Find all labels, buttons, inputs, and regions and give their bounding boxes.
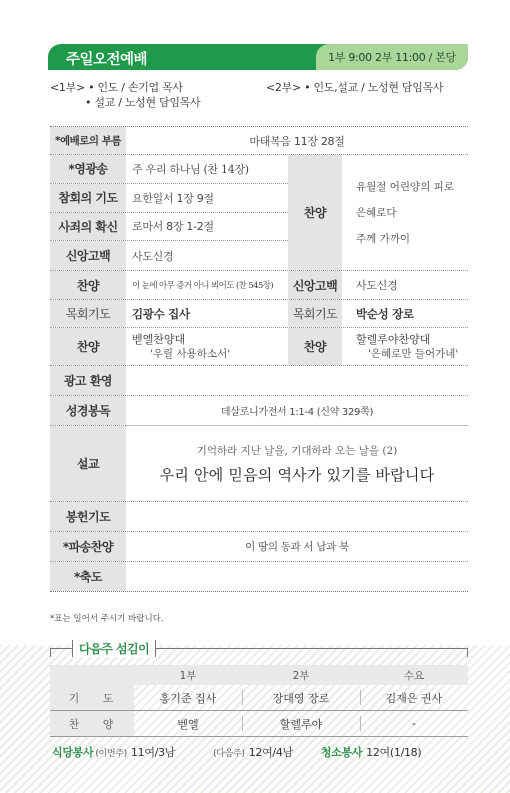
order-value: 사도신경 — [356, 279, 398, 292]
order-value: 이 땅의 동과 서 남과 북 — [245, 541, 349, 553]
order-label: *파송찬양 — [50, 532, 126, 561]
order-row-sending — [50, 532, 468, 562]
order-label: 참회의 기도 — [50, 184, 126, 212]
order-value: 사도신경 — [132, 249, 174, 263]
second-service-label: <2부> — [266, 81, 301, 94]
order-value: 요한일서 1장 9절 — [132, 191, 214, 205]
order-row-benediction — [50, 562, 468, 592]
order-row-reading — [50, 396, 468, 426]
second-service-ministers — [266, 80, 443, 95]
table-cell: 벧엘 — [177, 717, 199, 731]
order-label: 찬양 — [288, 328, 342, 365]
service-header — [48, 44, 468, 70]
order-label: 봉헌기도 — [50, 502, 126, 531]
choir-song: '우릴 사용하소서' — [150, 347, 231, 360]
table-cell: 김재은 권사 — [360, 685, 468, 710]
standing-note: *표는 일어서 주시기 바랍니다. — [50, 614, 164, 624]
order-row-offering — [50, 502, 468, 532]
cleaning-service-value: 12여(1/18) — [366, 746, 422, 759]
order-of-worship — [50, 126, 468, 592]
row-label: 찬 양 — [50, 711, 134, 736]
meal-service-label: 식당봉사 — [52, 746, 94, 759]
order-block-opening — [50, 155, 468, 271]
table-cell: 할렐루야 — [242, 711, 360, 736]
order-label: 목회기도 — [50, 300, 126, 327]
second-leader-preacher: • 인도,설교 / 노성현 담임목사 — [304, 81, 444, 94]
table-row — [50, 711, 468, 737]
column-header: 2부 — [292, 669, 310, 682]
order-value: 로마서 8장 1-2절 — [132, 220, 214, 234]
order-row-choir — [50, 328, 468, 366]
order-value: 이 눈에 아무 증거 아니 뵈어도 (찬 545장) — [132, 281, 274, 291]
table-cell: - — [360, 711, 468, 736]
order-label: 찬양 — [50, 271, 126, 299]
order-value: 주 우리 하나님 (찬 14장) — [132, 162, 249, 176]
column-header: 수요 — [403, 669, 425, 682]
sermon-title: 우리 안에 믿음의 역사가 있기를 바랍니다 — [159, 465, 435, 484]
praise-song-1: 유월절 어린양의 피로 — [356, 180, 454, 193]
order-row-assurance — [50, 213, 288, 242]
next-week-header-row — [50, 665, 468, 685]
praise-song-2: 은혜로다 — [356, 206, 397, 219]
order-row-praise-hymn — [50, 271, 468, 300]
sermon-subtitle: 기억하라 지난 날을, 기대하라 오는 날을 (2) — [196, 444, 398, 457]
order-row-prayer — [50, 300, 468, 328]
order-row-call — [50, 127, 468, 155]
first-preacher: • 설교 / 노성현 담임목사 — [85, 96, 201, 109]
order-value: 데살로니가전서 1:1-4 (신약 329쪽) — [220, 407, 374, 418]
order-row-sermon — [50, 426, 468, 502]
first-leader: • 인도 / 손기업 목사 — [88, 81, 183, 94]
order-value: 박순성 장로 — [356, 306, 414, 321]
order-label: 성경봉독 — [50, 396, 126, 425]
order-label: 광고 환영 — [50, 366, 126, 395]
order-label: 신앙고백 — [288, 271, 342, 299]
order-label: 설교 — [50, 426, 126, 501]
next-week-title: 다음주 섬김이 — [72, 640, 156, 657]
order-label: 목회기도 — [288, 300, 342, 327]
order-row-hymn — [50, 155, 288, 184]
next-week-table — [50, 665, 468, 767]
order-praise-songs — [288, 155, 468, 270]
choir-name: 벧엘찬양대 — [132, 332, 186, 346]
order-label: *영광송 — [50, 155, 126, 183]
service-schedule: 1부 9:00 2부 11:00 / 본당 — [316, 44, 468, 70]
meal-next-week: 12여/4남 — [248, 746, 293, 759]
table-cell: 장대영 장로 — [242, 685, 360, 710]
order-label: *예배로의 부름 — [50, 127, 126, 154]
service-volunteers: 식당봉사 (이번주) 11여/3남 (다음주) 12여/4남 청소봉사 12여(1/18) — [52, 746, 422, 759]
order-row-announcements — [50, 366, 468, 396]
praise-song-3: 주께 가까이 — [356, 232, 411, 245]
order-label: 찬양 — [50, 328, 126, 365]
column-header: 1부 — [179, 669, 197, 682]
order-label: 사죄의 확신 — [50, 213, 126, 241]
cleaning-service-label: 청소봉사 — [320, 746, 363, 759]
table-row — [50, 685, 468, 711]
order-label: 신앙고백 — [50, 241, 126, 270]
order-row-creed — [50, 241, 288, 270]
service-title: 주일오전예배 — [66, 52, 148, 68]
meal-this-week: 11여/3남 — [130, 746, 176, 759]
choir-song: '은혜로만 들어가네' — [368, 347, 459, 360]
first-service-label: <1부> — [50, 81, 85, 94]
order-label: 찬양 — [288, 155, 342, 270]
next-week-heading — [50, 641, 468, 655]
order-value: 김광수 집사 — [132, 306, 190, 321]
choir-name: 할렐루야찬양대 — [356, 332, 431, 346]
first-service-ministers — [50, 80, 200, 110]
order-label: *축도 — [50, 562, 126, 591]
order-row-repentance — [50, 184, 288, 213]
table-cell: 홍기준 집사 — [159, 691, 217, 705]
order-value: 마태복음 11장 28절 — [249, 134, 345, 148]
row-label: 기 도 — [50, 685, 134, 710]
